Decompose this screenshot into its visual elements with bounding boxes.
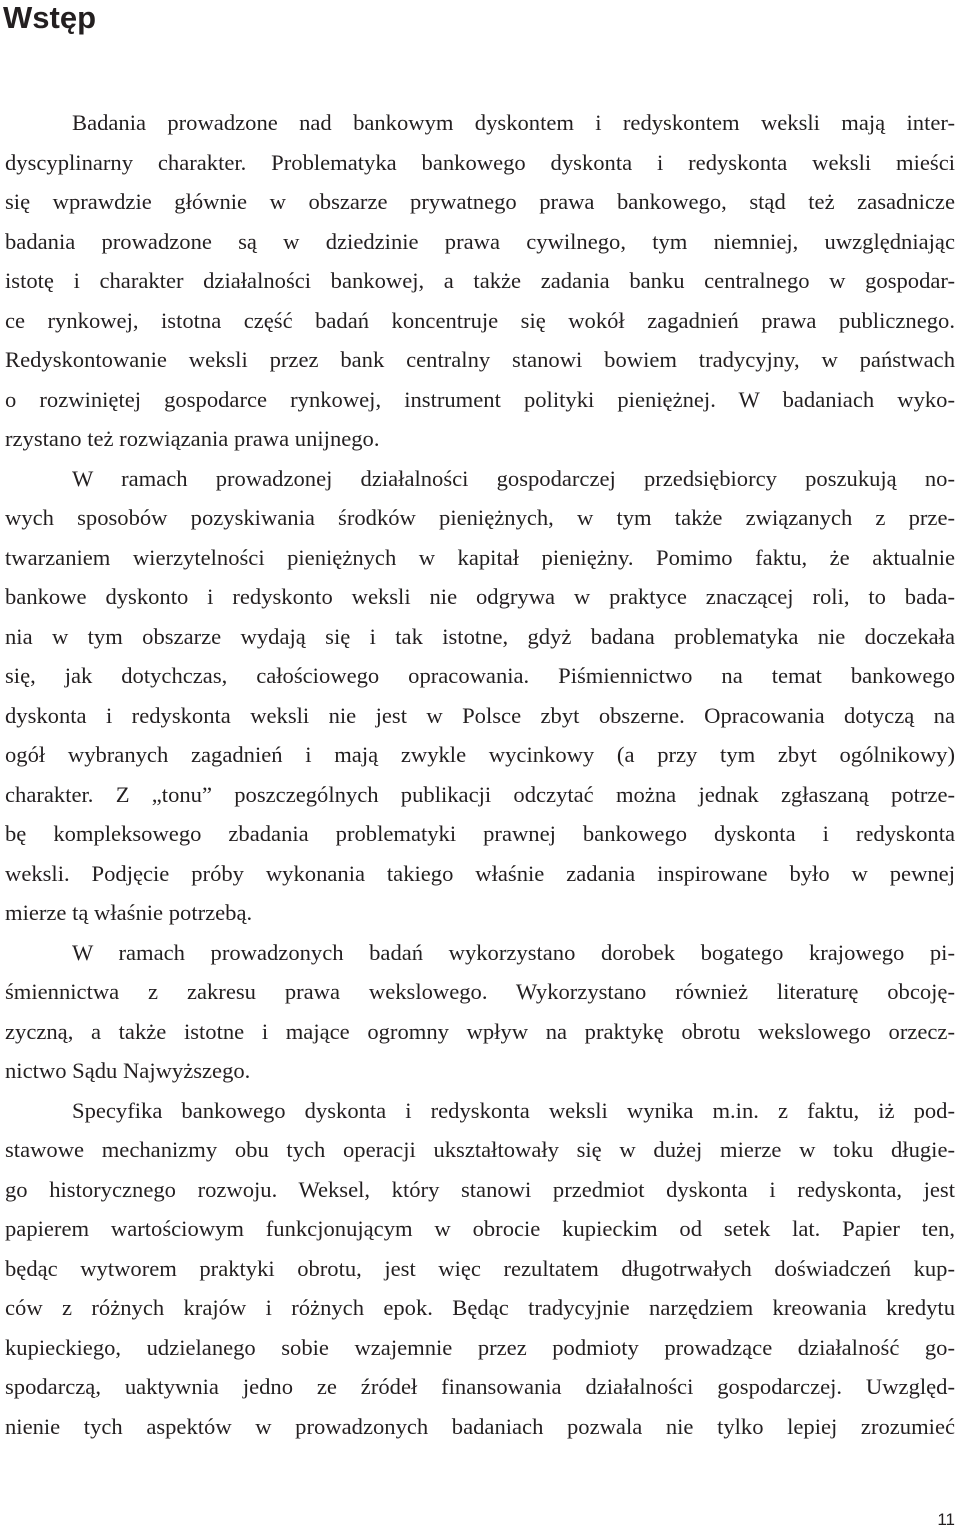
text-line: bę kompleksowego zbadania problematyki prawnej bankowego dyskonta i redyskonta bbox=[5, 821, 955, 846]
text-line: charakter. Z „tonu” poszczególnych publikacji odczytać można jednak zgłaszaną potrze- bbox=[5, 781, 955, 807]
text-line: Specyfika bankowego dyskonta i redyskonta weksli wynika m.in. z faktu, iż pod- bbox=[72, 1097, 955, 1123]
page-number: 11 bbox=[937, 1510, 955, 1529]
text-line: stawowe mechanizmy obu tych operacji ukształtowały się w dużej mierze w toku długie- bbox=[5, 1137, 955, 1162]
text-line: dyscyplinarny charakter. Problematyka bankowego dyskonta i redyskonta weksli mieści bbox=[5, 149, 955, 175]
paragraph bbox=[5, 1091, 955, 1447]
paragraph bbox=[5, 103, 955, 459]
paragraph bbox=[5, 459, 955, 933]
text-line: dyskonta i redyskonta weksli nie jest w Polsce zbyt obszerne. Opracowania dotyczą na bbox=[5, 702, 955, 728]
text-line: rzystano też rozwiązania prawa unijnego. bbox=[5, 426, 380, 451]
text-line: W ramach prowadzonej działalności gospodarczej przedsiębiorcy poszukują no- bbox=[72, 465, 955, 491]
text-line: W ramach prowadzonych badań wykorzystano dorobek bogatego krajowego pi- bbox=[72, 939, 955, 965]
text-line: twarzaniem wierzytelności pieniężnych w kapitał pieniężny. Pomimo faktu, że aktualnie bbox=[5, 544, 955, 570]
page-title: Wstęp bbox=[3, 0, 96, 35]
text-line: zyczną, a także istotne i mające ogromny wpływ na praktykę obrotu wekslowego orzecz- bbox=[5, 1018, 955, 1044]
text-line: nictwo Sądu Najwyższego. bbox=[5, 1058, 251, 1083]
text-line: istotę i charakter działalności bankowej, a także zadania banku centralnego w gospodar- bbox=[5, 268, 955, 293]
text-line: papierem wartościowym funkcjonującym w obrocie kupieckim od setek lat. Papier ten, bbox=[5, 1216, 955, 1241]
text-line: Badania prowadzone nad bankowym dyskontem i redyskontem weksli mają inter- bbox=[72, 110, 955, 135]
text-line: o rozwiniętej gospodarce rynkowej, instrument polityki pieniężnej. W badaniach wyko- bbox=[5, 386, 955, 412]
text-line: będąc wytworem praktyki obrotu, jest więc rezultatem długotrwałych doświadczeń kup- bbox=[5, 1255, 955, 1281]
text-line: weksli. Podjęcie próby wykonania takiego właśnie zadania inspirowane było w pewnej bbox=[5, 860, 955, 886]
body-text bbox=[5, 103, 955, 1446]
text-line: mierze tą właśnie potrzebą. bbox=[5, 900, 253, 925]
text-line: ogół wybranych zagadnień i mają zwykle wycinkowy (a przy tym zbyt ogólnikowy) bbox=[5, 742, 955, 767]
text-line: Redyskontowanie weksli przez bank centralny stanowi bowiem tradycyjny, w państwach bbox=[5, 347, 955, 372]
text-line: spodarczą, uaktywnia jedno ze źródeł finansowania działalności gospodarczej. Uwzględ- bbox=[5, 1374, 955, 1399]
paragraph bbox=[5, 933, 955, 1091]
text-line: go historycznego rozwoju. Weksel, który stanowi przedmiot dyskonta i redyskonta, jest bbox=[5, 1176, 955, 1202]
text-line: wych sposobów pozyskiwania środków pieniężnych, w tym także związanych z prze- bbox=[5, 505, 955, 530]
text-line: się wprawdzie głównie w obszarze prywatnego prawa bankowego, stąd też zasadnicze bbox=[5, 189, 955, 214]
text-line: bankowe dyskonto i redyskonto weksli nie odgrywa w praktyce znaczącej roli, to bada- bbox=[5, 584, 955, 609]
text-line: ców z różnych krajów i różnych epok. Będąc tradycyjnie narzędziem kreowania kredytu bbox=[5, 1295, 955, 1320]
text-line: ce rynkowej, istotna część badań koncentruje się wokół zagadnień prawa publicznego. bbox=[5, 307, 955, 333]
text-line: nia w tym obszarze wydają się i tak istotne, gdyż badana problematyka nie doczekała bbox=[5, 623, 955, 649]
text-line: śmiennictwa z zakresu prawa wekslowego. Wykorzystano również literaturę obcoję- bbox=[5, 979, 955, 1004]
text-line: badania prowadzone są w dziedzinie prawa cywilnego, tym niemniej, uwzględniając bbox=[5, 228, 955, 254]
text-line: się, jak dotychczas, całościowego opracowania. Piśmiennictwo na temat bankowego bbox=[5, 663, 955, 688]
text-line: kupieckiego, udzielanego sobie wzajemnie przez podmioty prowadzące działalność go- bbox=[5, 1334, 955, 1360]
text-line: nienie tych aspektów w prowadzonych badaniach pozwala nie tylko lepiej zrozumieć bbox=[5, 1413, 955, 1439]
